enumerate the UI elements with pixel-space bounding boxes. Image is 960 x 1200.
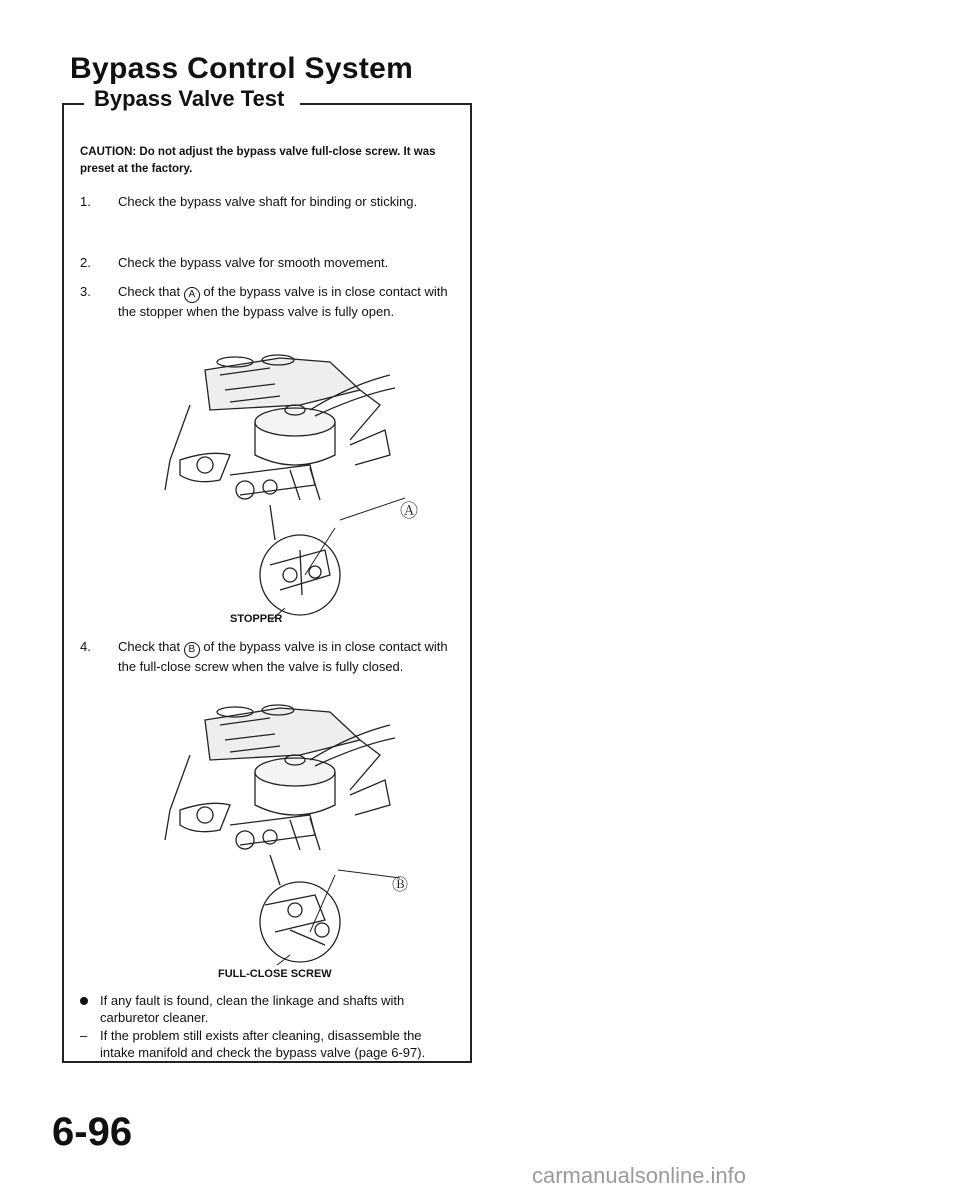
step-number: 2. bbox=[80, 255, 91, 270]
callout-b: Ⓑ bbox=[392, 877, 409, 894]
section-title: Bypass Valve Test bbox=[94, 86, 285, 111]
caution-text: CAUTION: Do not adjust the bypass valve full-close screw. It was preset at the factory. bbox=[80, 146, 436, 175]
marker-b: B bbox=[184, 642, 200, 658]
full-close-screw-label: FULL-CLOSE SCREW bbox=[218, 968, 332, 980]
page-title: Bypass Control System bbox=[70, 52, 414, 85]
linkage-drawing bbox=[180, 803, 320, 850]
callout-a: Ⓐ bbox=[400, 501, 418, 521]
figure-valve-open bbox=[150, 350, 430, 620]
step-text: Check the bypass valve for smooth movement. bbox=[118, 255, 389, 270]
fault-dash-note: – If the problem still exists after cleaning, disassemble the intake manifold and check the bypass valve (page 6-97). bbox=[80, 1028, 426, 1060]
fault-bullet-note: If any fault is found, clean the linkage and shafts with carburetor cleaner. bbox=[100, 992, 452, 1026]
box-top-rule-left bbox=[62, 103, 84, 105]
dash-icon: – bbox=[80, 1028, 88, 1043]
step-number: 4. bbox=[80, 639, 91, 654]
bullet-icon bbox=[80, 997, 88, 1005]
detail-magnifier bbox=[260, 855, 400, 965]
figure-valve-closed bbox=[150, 700, 430, 965]
step-text: Check that B of the bypass valve is in close contact with the full-close screw when the valve is fully closed. bbox=[118, 639, 448, 674]
box-top-rule-right bbox=[300, 103, 470, 105]
watermark: carmanualsonline.info bbox=[532, 1163, 747, 1188]
step-number: 1. bbox=[80, 194, 91, 209]
stopper-label: STOPPER bbox=[230, 613, 283, 625]
step-text: Check that A of the bypass valve is in close contact with the stopper when the bypass valve is fully open. bbox=[118, 284, 448, 319]
marker-a: A bbox=[184, 287, 200, 303]
linkage-drawing bbox=[180, 453, 320, 500]
step-text: Check the bypass valve shaft for binding or sticking. bbox=[118, 194, 418, 209]
step-number: 3. bbox=[80, 284, 91, 299]
page-number: 6-96 bbox=[52, 1110, 133, 1154]
detail-magnifier bbox=[260, 498, 405, 620]
